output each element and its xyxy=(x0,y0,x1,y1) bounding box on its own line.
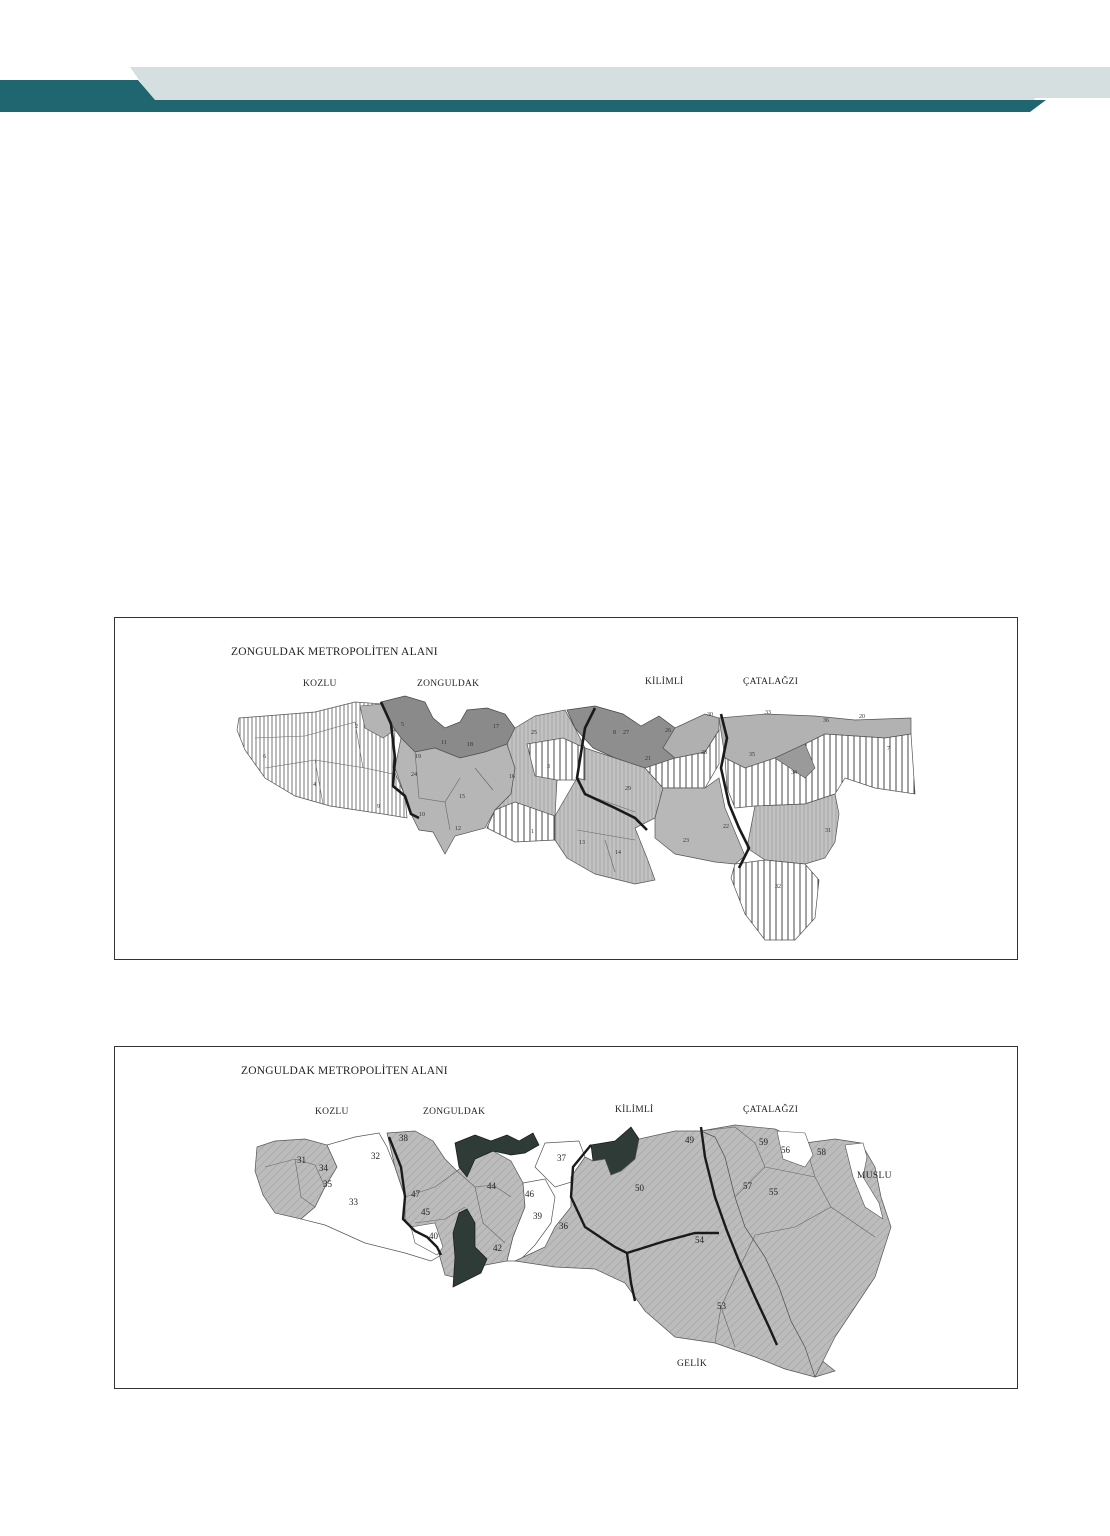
map-top-patch-10: 10 xyxy=(419,812,425,818)
map-top-patch-17: 17 xyxy=(493,724,499,730)
map-bottom-patch-56: 56 xyxy=(781,1145,790,1155)
map-top-patch-24: 24 xyxy=(411,772,417,778)
map-top-patch-25: 25 xyxy=(531,730,537,736)
map-bottom-district-gelik: GELİK xyxy=(677,1359,707,1369)
map-top-patch-12: 12 xyxy=(455,826,461,832)
header-banner xyxy=(0,0,1110,120)
map-bottom-patch-47: 47 xyxy=(411,1189,420,1199)
map-top-patch-23: 23 xyxy=(683,838,689,844)
map-bottom-district-zonguldak: ZONGULDAK xyxy=(423,1107,486,1117)
map-figure-bottom xyxy=(114,1046,1018,1389)
map-top-patch-1: 1 xyxy=(531,829,534,835)
map-top-catalagzi-south-hatched xyxy=(731,860,819,940)
map-top-patch-7: 7 xyxy=(887,746,890,752)
map-top-patch-14: 14 xyxy=(615,850,621,856)
map-top-patch-16: 16 xyxy=(509,774,515,780)
map-top-patch-2: 2 xyxy=(355,724,358,730)
map-bottom-patch-36: 36 xyxy=(559,1221,568,1231)
map-bottom-canvas xyxy=(115,1047,1019,1390)
map-bottom-patch-49: 49 xyxy=(685,1135,694,1145)
map-top-patch-4: 4 xyxy=(313,782,316,788)
map-top-patch-15: 15 xyxy=(459,794,465,800)
map-bottom-patch-46: 46 xyxy=(525,1189,534,1199)
map-bottom-patch-35: 35 xyxy=(323,1179,332,1189)
map-bottom-patch-34: 34 xyxy=(319,1163,328,1173)
map-bottom-patch-32: 32 xyxy=(371,1151,380,1161)
map-top-canvas xyxy=(115,618,1019,961)
map-top-district-kozlu: KOZLU xyxy=(303,679,337,689)
map-bottom-district-kozlu: KOZLU xyxy=(315,1107,349,1117)
map-top-patch-5: 5 xyxy=(401,722,404,728)
map-top-patch-30: 30 xyxy=(707,712,713,718)
map-top-patch-28: 28 xyxy=(701,750,707,756)
map-top-patch-26: 26 xyxy=(665,728,671,734)
map-bottom-patch-40: 40 xyxy=(429,1231,438,1241)
map-top-patch-36: 36 xyxy=(823,718,829,724)
map-top-patch-22: 22 xyxy=(723,824,729,830)
map-bottom-patch-50: 50 xyxy=(635,1183,644,1193)
map-bottom-patch-59: 59 xyxy=(759,1137,768,1147)
map-top-patch-11: 11 xyxy=(441,740,447,746)
map-bottom-patch-31: 31 xyxy=(297,1155,306,1165)
map-top-patch-33: 33 xyxy=(765,710,771,716)
map-bottom-patch-38: 38 xyxy=(399,1133,408,1143)
map-top-patch-34: 34 xyxy=(791,770,797,776)
map-bottom-patch-33: 33 xyxy=(349,1197,358,1207)
map-top-district-kilimli: KİLİMLİ xyxy=(645,677,684,687)
map-top-patch-3: 3 xyxy=(547,764,550,770)
map-top-title: ZONGULDAK METROPOLİTEN ALANI xyxy=(231,646,438,658)
map-top-patch-31: 31 xyxy=(825,828,831,834)
map-bottom-district-muslu: MUSLU xyxy=(857,1171,892,1181)
map-bottom-patch-44: 44 xyxy=(487,1181,496,1191)
map-top-patch-21: 21 xyxy=(645,756,651,762)
map-bottom-patch-58: 58 xyxy=(817,1147,826,1157)
map-top-patch-27: 27 xyxy=(623,730,629,736)
map-figure-top xyxy=(114,617,1018,960)
map-top-patch-19: 19 xyxy=(415,754,421,760)
map-bottom-patch-37: 37 xyxy=(557,1153,566,1163)
map-bottom-patch-54: 54 xyxy=(695,1235,704,1245)
map-top-patch-6: 6 xyxy=(263,754,266,760)
map-bottom-district-kilimli: KİLİMLİ xyxy=(615,1105,654,1115)
banner-light-band xyxy=(130,67,1110,103)
map-top-patch-32: 32 xyxy=(775,884,781,890)
map-bottom-district-catalagzi: ÇATALAĞZI xyxy=(743,1105,799,1115)
map-bottom-patch-57: 57 xyxy=(743,1181,752,1191)
map-bottom-patch-42: 42 xyxy=(493,1243,502,1253)
map-top-patch-20: 20 xyxy=(859,714,865,720)
map-top-patch-13: 13 xyxy=(579,840,585,846)
map-top-patch-35: 35 xyxy=(749,752,755,758)
map-top-district-catalagzi: ÇATALAĞZI xyxy=(743,677,799,687)
map-top-patch-18: 18 xyxy=(467,742,473,748)
map-bottom-patch-45: 45 xyxy=(421,1207,430,1217)
map-top-patch-29: 29 xyxy=(625,786,631,792)
map-top-patch-8: 8 xyxy=(613,730,616,736)
map-top-patch-9: 9 xyxy=(377,804,380,810)
map-bottom-patch-53: 53 xyxy=(717,1301,726,1311)
map-top-district-zonguldak: ZONGULDAK xyxy=(417,679,480,689)
map-bottom-patch-55: 55 xyxy=(769,1187,778,1197)
map-bottom-patch-39: 39 xyxy=(533,1211,542,1221)
map-bottom-title: ZONGULDAK METROPOLİTEN ALANI xyxy=(241,1065,448,1077)
